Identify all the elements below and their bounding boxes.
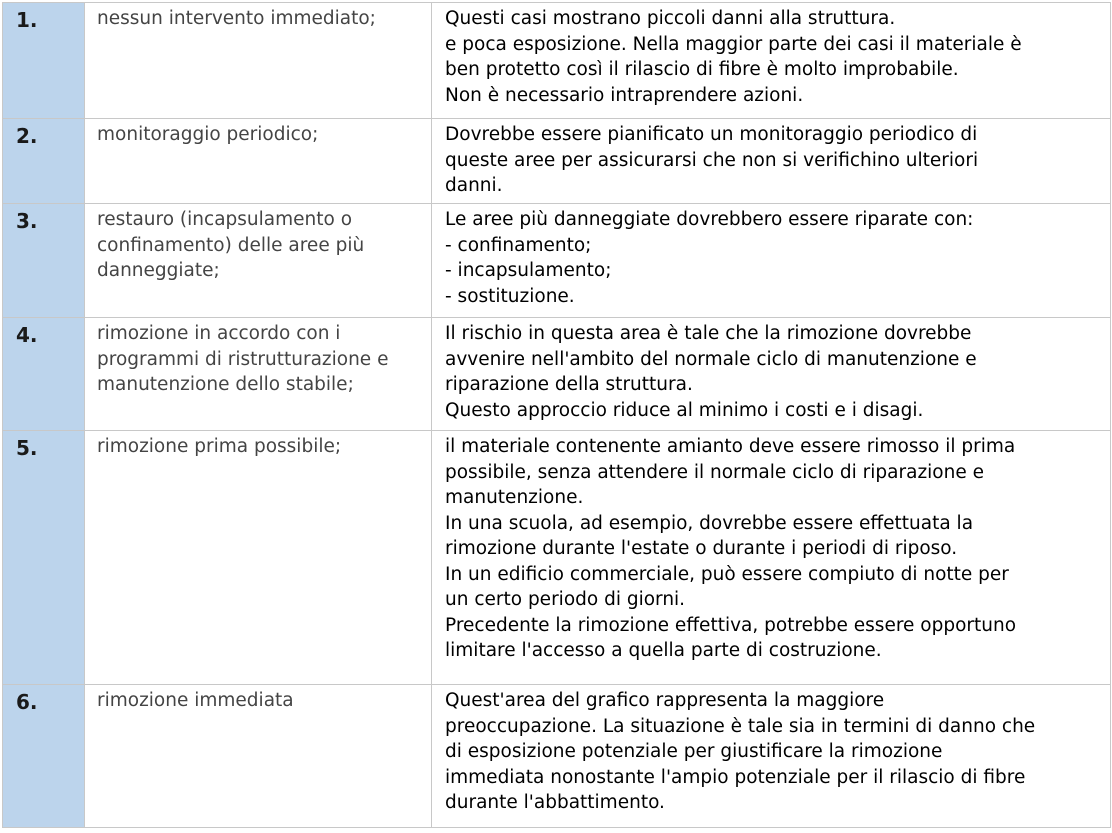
description-text: In un edificio commerciale, può essere compiuto di notte per — [445, 563, 1009, 585]
description-text: - sostituzione. — [445, 285, 575, 307]
row-number: 2. — [3, 119, 85, 204]
description-text: di esposizione potenziale per giustificare la rimozione — [445, 741, 943, 762]
description-cell — [432, 685, 1111, 828]
table-row — [3, 204, 1111, 318]
action-text: rimozione prima possibile; — [97, 436, 342, 457]
table-row — [3, 431, 1111, 685]
description-text: riparazione della struttura. — [445, 374, 693, 395]
action-cell — [85, 3, 432, 119]
description-text: Quest'area del grafico rappresenta la maggiore — [445, 690, 885, 711]
description-text: rimozione durante l'estate o durante i periodi di riposo. — [445, 538, 958, 559]
action-cell — [85, 685, 432, 828]
description-text: immediata nonostante l'ampio potenziale per il rilascio di fibre — [445, 766, 1026, 788]
description-text: Questi casi mostrano piccoli danni alla struttura. — [445, 8, 896, 29]
action-text: confinamento) delle aree più — [97, 234, 365, 256]
description-text: danni. — [445, 175, 503, 196]
action-cell — [85, 318, 432, 431]
action-text: manutenzione dello stabile; — [97, 374, 354, 395]
description-text: queste aree per assicurarsi che non si verifichino ulteriori — [445, 149, 979, 171]
action-cell — [85, 119, 432, 204]
description-text: e poca esposizione. Nella maggior parte dei casi il materiale è — [445, 33, 1022, 55]
description-text: Questo approccio riduce al minimo i costi e i disagi. — [445, 399, 924, 421]
description-text: Non è necessario intraprendere azioni. — [445, 84, 804, 106]
intervention-table — [2, 2, 1111, 828]
table-row — [3, 685, 1111, 828]
action-text: rimozione immediata — [97, 690, 294, 711]
description-text: In una scuola, ad esempio, dovrebbe essere effettuata la — [445, 512, 974, 534]
row-number: 1. — [3, 3, 85, 119]
description-text: durante l'abbattimento. — [445, 792, 665, 813]
action-text: restauro (incapsulamento o — [97, 209, 353, 230]
description-cell — [432, 204, 1111, 318]
table-row — [3, 3, 1111, 119]
description-text: - confinamento; — [445, 234, 592, 256]
description-cell — [432, 119, 1111, 204]
description-text: Il rischio in questa area è tale che la rimozione dovrebbe — [445, 323, 972, 344]
action-text: monitoraggio periodico; — [97, 124, 319, 145]
description-cell — [432, 431, 1111, 685]
description-text: Le aree più danneggiate dovrebbero essere riparate con: — [445, 209, 974, 230]
description-text: il materiale contenente amianto deve essere rimosso il prima — [445, 436, 1016, 457]
description-text: limitare l'accesso a quella parte di costruzione. — [445, 640, 882, 661]
action-text: danneggiate; — [97, 260, 220, 281]
description-text: - incapsulamento; — [445, 260, 612, 281]
description-cell — [432, 3, 1111, 119]
action-text: programmi di ristrutturazione e — [97, 348, 389, 370]
row-number: 6. — [3, 685, 85, 828]
action-cell — [85, 431, 432, 685]
table-row — [3, 318, 1111, 431]
action-text: rimozione in accordo con i — [97, 323, 341, 344]
table-row — [3, 119, 1111, 204]
description-cell — [432, 318, 1111, 431]
description-text: avvenire nell'ambito del normale ciclo di manutenzione e — [445, 348, 977, 370]
description-text: un certo periodo di giorni. — [445, 589, 686, 610]
description-text: manutenzione. — [445, 487, 584, 508]
description-text: ben protetto così il rilascio di fibre è molto improbabile. — [445, 59, 959, 80]
description-text: Precedente la rimozione effettiva, potrebbe essere opportuno — [445, 614, 1017, 636]
description-text: possibile, senza attendere il normale ciclo di riparazione e — [445, 461, 984, 483]
description-text: Dovrebbe essere pianificato un monitoraggio periodico di — [445, 124, 978, 145]
action-text: nessun intervento immediato; — [97, 8, 376, 29]
description-text: preoccupazione. La situazione è tale sia in termini di danno che — [445, 715, 1036, 737]
row-number: 5. — [3, 431, 85, 685]
row-number: 3. — [3, 204, 85, 318]
action-cell — [85, 204, 432, 318]
row-number: 4. — [3, 318, 85, 431]
